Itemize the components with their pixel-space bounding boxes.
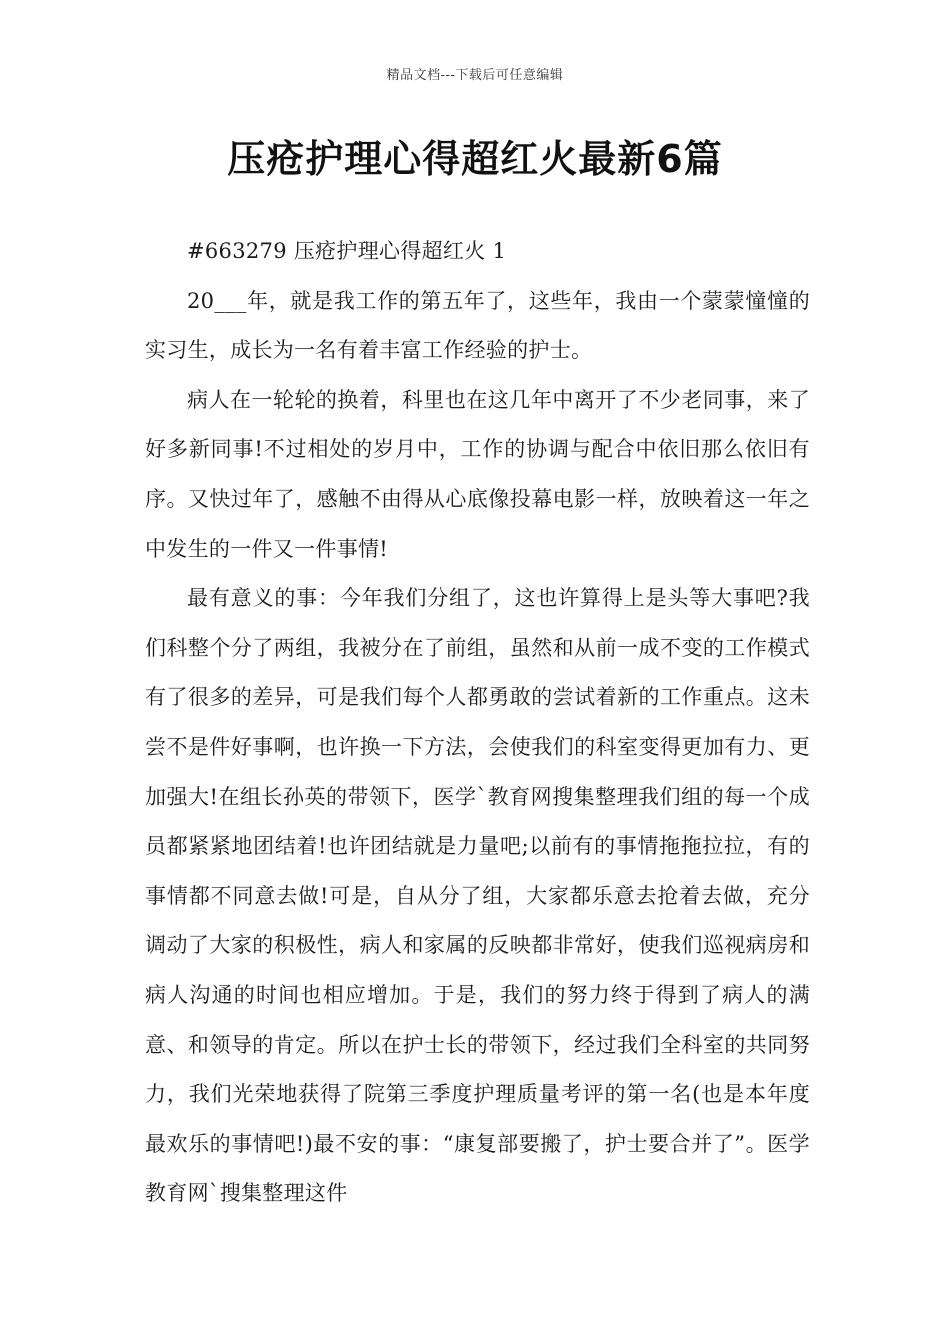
page-header-note: 精品文档---下载后可任意编辑 [386, 68, 564, 83]
document-title: 压疮护理心得超红火最新6篇 [227, 137, 723, 181]
paragraph: 病人在一轮轮的换着，科里也在这几年中离开了不少老同事，来了好多新同事!不过相处的岁月中，工作的协调与配合中依旧那么依旧有序。又快过年了，感触不由得从心底像投幕电影一样，放映着这一年之中发生的一件又一件事情! [145, 387, 810, 561]
paragraph: 最有意义的事：今年我们分组了，这也许算得上是头等大事吧?我们科整个分了两组，我被分在了前组，虽然和从前一成不变的工作模式有了很多的差异，可是我们每个人都勇敢的尝试着新的工作重点。这未尝不是件好事啊，也许换一下方法，会使我们的科室变得更加有力、更加强大!在组长孙英的带领下，医学`教育网搜集整理我们组的每一个成员都紧紧地团结着!也许团结就是力量吧;以前有的事情拖拖拉拉，有的事情都不同意去做!可是，自从分了组，大家都乐意去抢着去做，充分调动了大家的积极性，病人和家属的反映都非常好，使我们巡视病房和病人沟通的时间也相应增加。于是，我们的努力终于得到了病人的满意、和领导的肯定。所以在护士长的带领下，经过我们全科室的共同努力，我们光荣地获得了院第三季度护理质量考评的第一名(也是本年度最欢乐的事情吧!)最不安的事：“康复部要搬了，护士要合并了”。医学教育网`搜集整理这件 [145, 586, 810, 1206]
document-body [145, 227, 810, 1219]
paragraph-subtitle: #663279 压疮护理心得超红火 1 [187, 239, 507, 263]
paragraph: 20___年，就是我工作的第五年了，这些年，我由一个蒙蒙憧憧的实习生，成长为一名有着丰富工作经验的护士。 [145, 288, 810, 363]
